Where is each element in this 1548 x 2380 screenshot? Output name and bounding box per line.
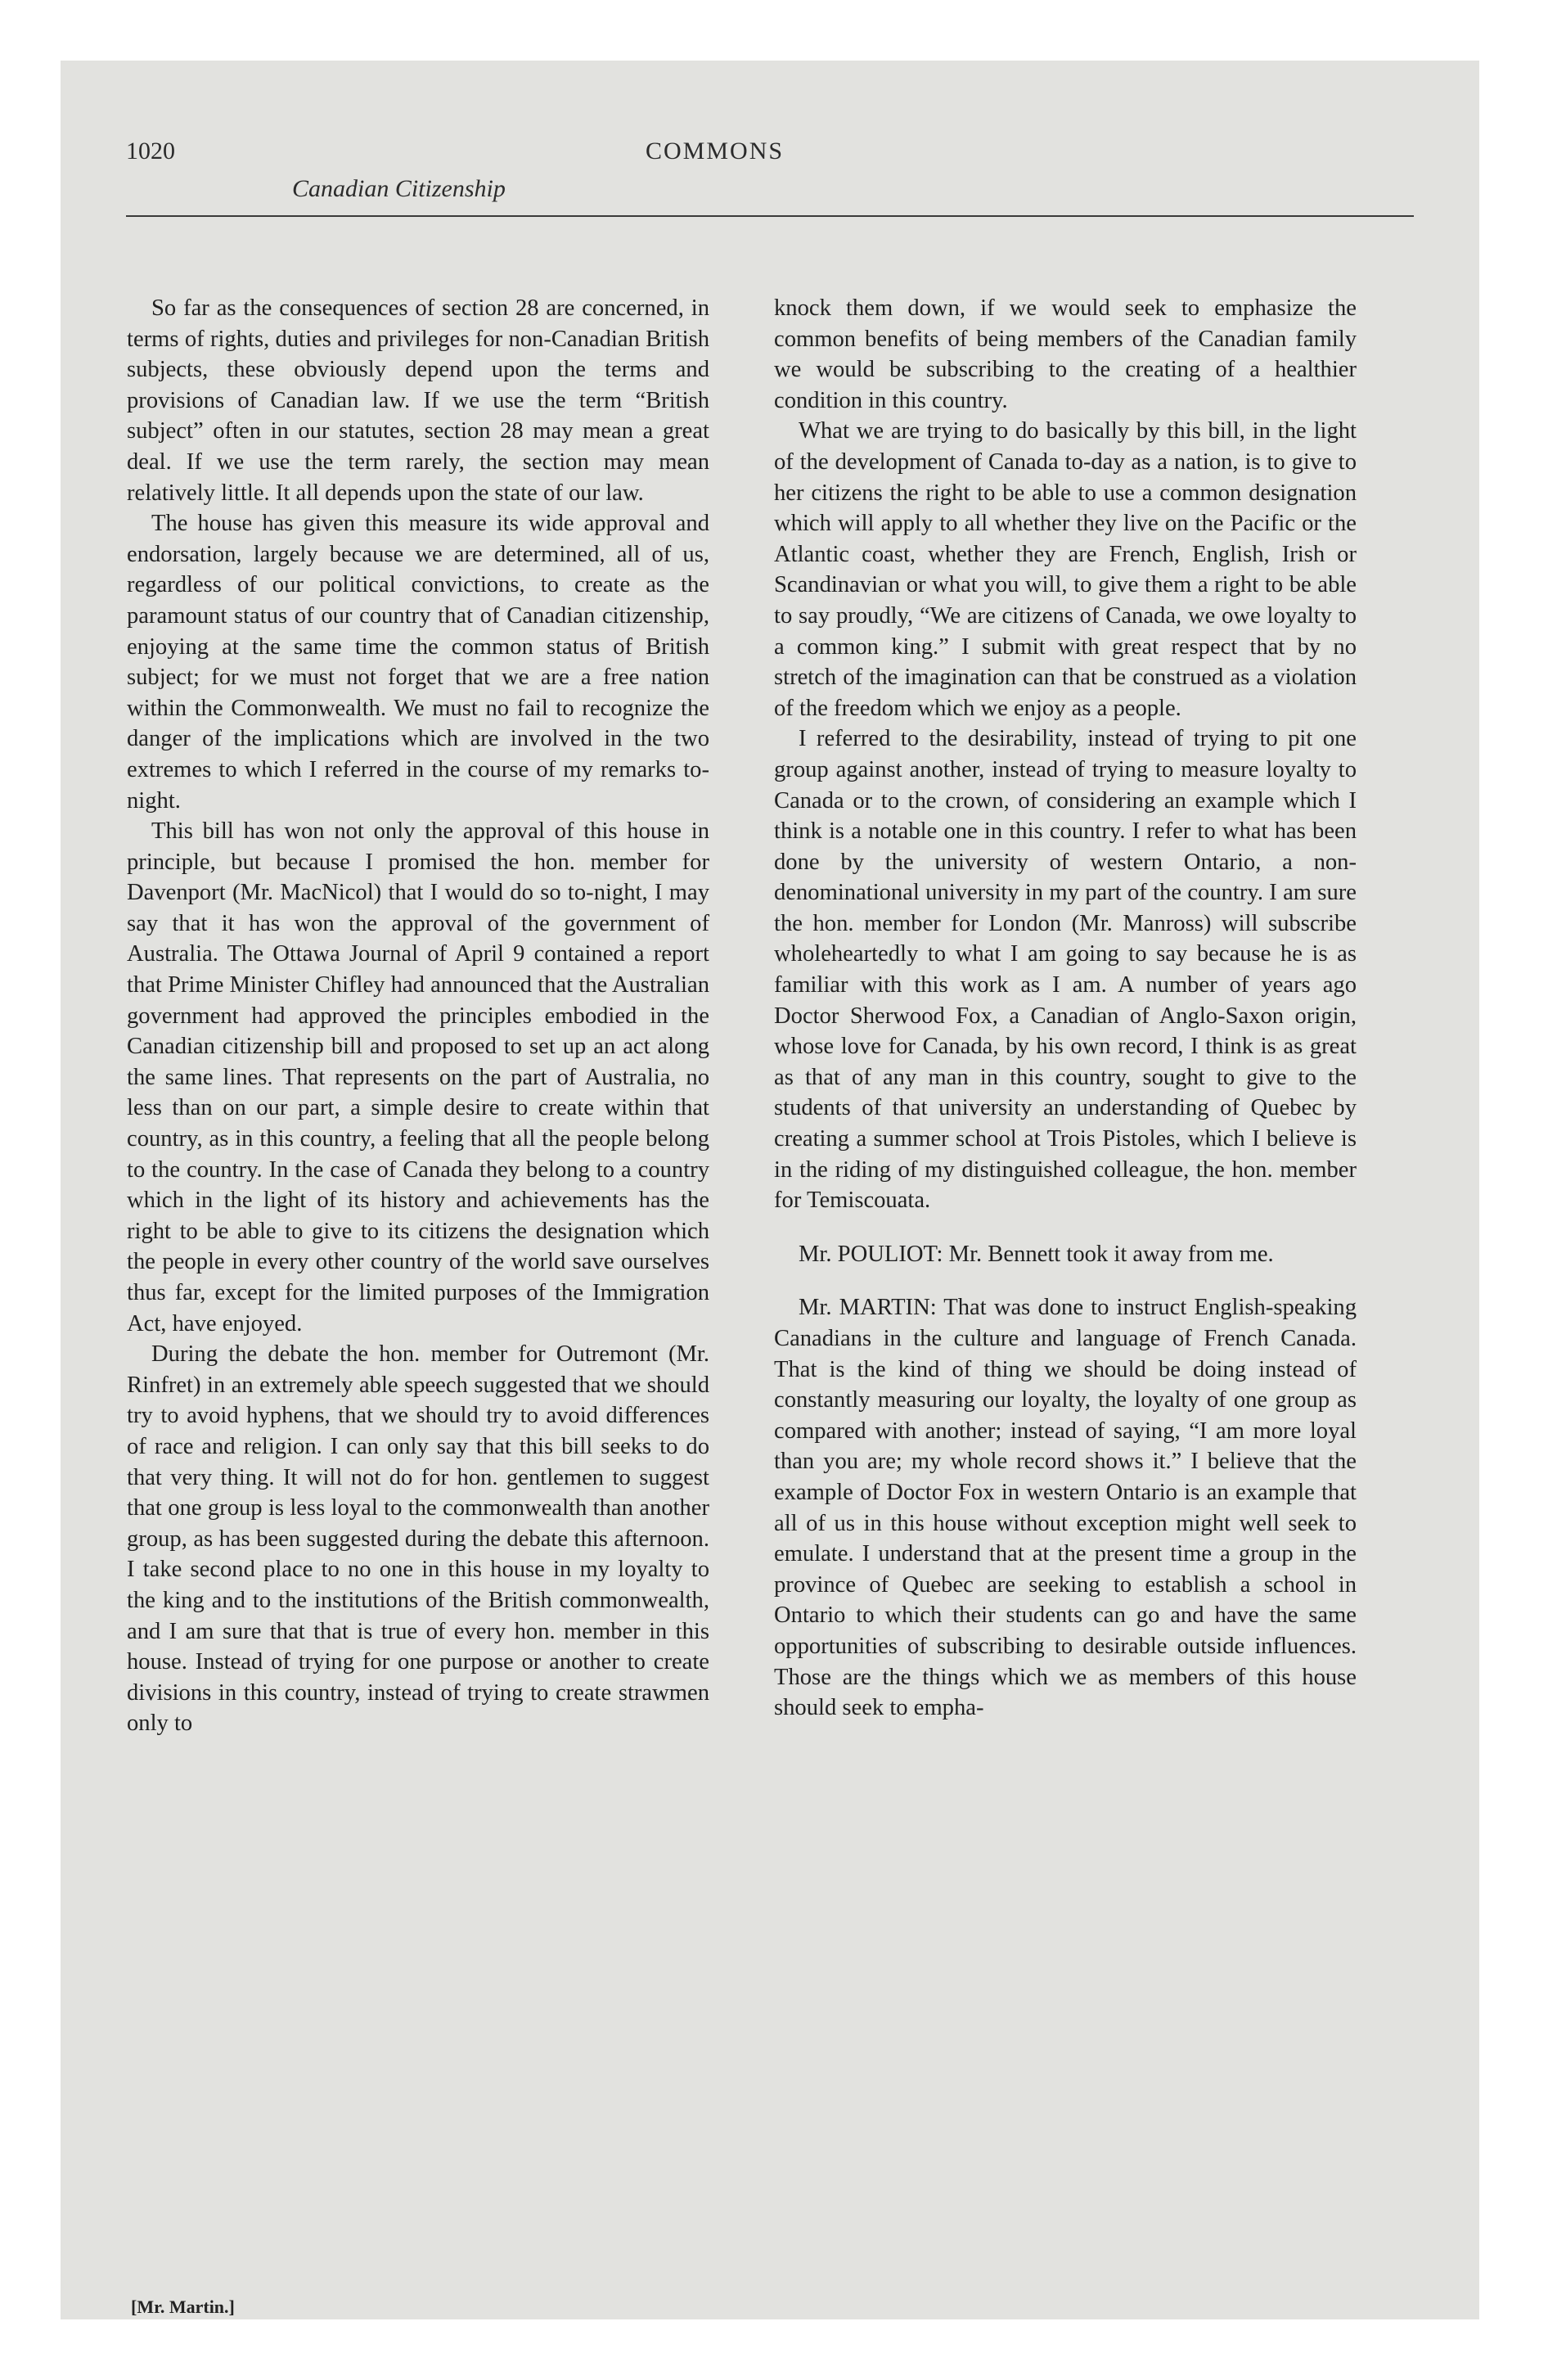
page: [61, 61, 1479, 2319]
paragraph: During the debate the hon. member for Outremont (Mr. Rinfret) in an extremely able speech suggested that we should try to avoid hyphens, that we should try to avoid differences of race and religion. I can only say that this bill seeks to do that very thing. It will not do for hon. gentlemen to suggest that one group is less loyal to the commonwealth than another group, as has been suggested during the debate this afternoon. I take second place to no one in this house in my loyalty to the king and to the institutions of the British commonwealth, and I am sure that that is true of every hon. member in this house. Instead of trying for one purpose or another to create divisions in this country, instead of trying to create strawmen only to: [127, 1341, 709, 1737]
paragraph: The house has given this measure its wide approval and endorsation, largely because we are determined, all of us, regardless of our political convictions, to create as the paramount status of our country that of Canadian citizenship, enjoying at the same time the common status of British subject; for we must not forget that we are a free nation within the Commonwealth. We must no fail to recognize the danger of the implications which are involved in the two extremes to which I referred in the course of my remarks to-night.: [127, 511, 709, 814]
paragraph: I referred to the desirability, instead of trying to pit one group against another, instead of trying to measure loyalty to Canada or to the crown, of considering an example which I think is a notable one in this country. I refer to what has been done by the university of western Ontario, a non-denominational university in my part of the country. I am sure the hon. member for London (Mr. Manross) will subscribe wholeheartedly to what I am going to say because he is as familiar with this work as I am. A number of years ago Doctor Sherwood Fox, a Canadian of Anglo-Saxon origin, whose love for Canada, by his own record, I think is as great as that of any man in this country, sought to give to the students of that university an understanding of Quebec by creating a summer school at Trois Pistoles, which I believe is in the riding of my distinguished colleague, the hon. member for Temiscouata.: [774, 726, 1357, 1214]
paragraph: So far as the consequences of section 28 are concerned, in terms of rights, duties and privileges for non-Canadian British subjects, these obviously depend upon the terms and provisions of Canadian law. If we use the term “British subject” often in our statutes, section 28 may mean a great deal. If we use the term rarely, the section may mean relatively little. It all depends upon the state of our law.: [127, 295, 709, 506]
subject-heading: Canadian Citizenship: [292, 175, 506, 202]
left-column: [127, 293, 709, 1739]
chamber-name: COMMONS: [646, 137, 785, 165]
paragraph: What we are trying to do basically by this bill, in the light of the development of Canada to-day as a nation, is to give to her citizens the right to be able to use a common designation which will apply to all whether they live on the Pacific or the Atlantic coast, whether they are French, English, Irish or Scandinavian or what you will, to give them a right to be able to say proudly, “We are citizens of Canada, we owe loyalty to a common king.” I submit with great respect that by no stretch of the imagination can that be construed as a violation of the freedom which we enjoy as a people.: [774, 418, 1357, 721]
paragraph: knock them down, if we would seek to emphasize the common benefits of being members of the Canadian family we would be subscribing to the creating of a healthier condition in this country.: [774, 295, 1357, 413]
page-number: 1020: [126, 137, 175, 165]
header-rule: [126, 215, 1414, 217]
paragraph: Mr. POULIOT: Mr. Bennett took it away from me.: [799, 1241, 1274, 1267]
page-header: [126, 131, 1414, 254]
paragraph: This bill has won not only the approval of this house in principle, but because I promised the hon. member for Davenport (Mr. MacNicol) that I would do so to-night, I may say that it has won the approval of the government of Australia. The Ottawa Journal of April 9 contained a report that Prime Minister Chifley had announced that the Australian government had approved the principles embodied in the Canadian citizenship bill and proposed to set up an act along the same lines. That represents on the part of Australia, no less than on our part, a simple desire to create within that country, as in this country, a feeling that all the people belong to the country. In the case of Canada they belong to a country which in the light of its history and achievements has the right to be able to give to its citizens the designation which the people in every other country of the world save ourselves thus far, except for the limited purposes of the Immigration Act, have enjoyed.: [127, 818, 709, 1336]
paragraph: Mr. MARTIN: That was done to instruct English-speaking Canadians in the culture and language of French Canada. That is the kind of thing we should be doing instead of constantly measuring our loyalty, the loyalty of one group as compared with another; instead of saying, “I am more loyal than you are; my whole record shows it.” I believe that the example of Doctor Fox in western Ontario is an example that all of us in this house without exception might well seek to emulate. I understand that at the present time a group in the province of Quebec are seeking to establish a school in Ontario to which their students can go and have the same opportunities of subscribing to desirable outside influences. Those are the things which we as members of this house should seek to empha-: [774, 1295, 1357, 1721]
speaker-footer: [Mr. Martin.]: [131, 2297, 235, 2317]
right-column: [774, 293, 1357, 1724]
